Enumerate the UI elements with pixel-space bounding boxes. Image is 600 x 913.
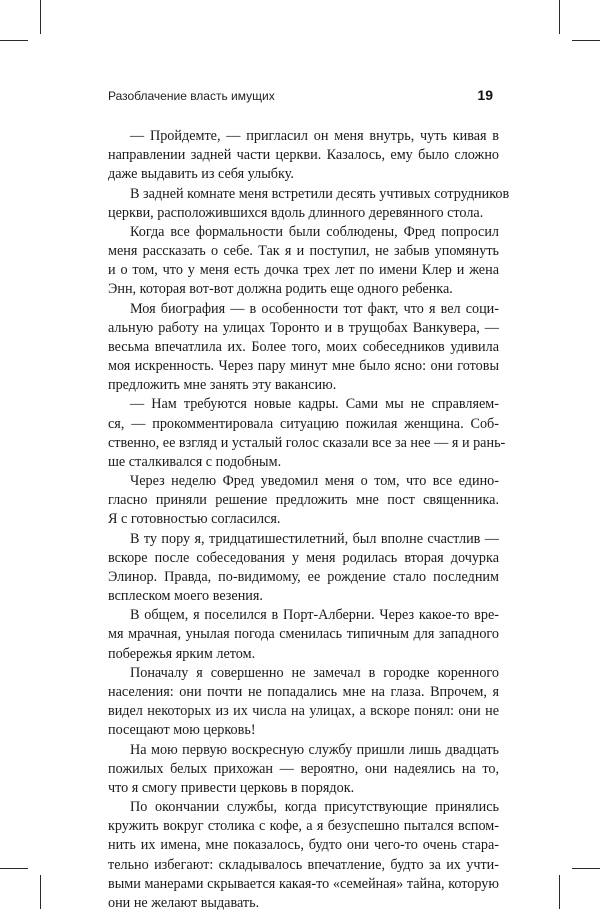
text-line: церкви, расположившихся вдоль длинного деревянного стола.: [108, 204, 484, 221]
crop-mark-top-left-horizontal: [0, 40, 28, 41]
crop-mark-bottom-right-horizontal: [572, 868, 600, 869]
text-line: На мою первую воскресную службу пришли лишь двадцать: [130, 741, 499, 758]
text-line: нить их имена, мне показалось, будто они чего-то очень стара-: [108, 837, 499, 854]
crop-mark-top-right-vertical: [559, 0, 560, 34]
text-line: меня рассказать о себе. Так я и поступил, не забыв упомянуть: [108, 243, 499, 260]
text-line: Когда все формальности были соблюдены, Фред попросил: [130, 223, 499, 240]
text-line: ше сталкивался с подобным.: [108, 453, 282, 470]
text-line: направлении задней части церкви. Казалось, ему было сложно: [108, 147, 499, 164]
text-line: По окончании службы, когда присутствующие принялись: [130, 799, 499, 816]
text-line: ся, — прокомментировала ситуацию пожилая женщина. Соб-: [108, 415, 499, 432]
text-line: Элинор. Правда, по-видимому, ее рождение стало последним: [108, 568, 499, 585]
crop-mark-bottom-left-vertical: [40, 875, 41, 909]
text-line: альную работу на улицах Торонто и в трущобах Ванкувера, —: [108, 319, 499, 336]
text-line: ственно, ее взгляд и усталый голос сказали все за нее — я и рань-: [108, 434, 506, 451]
text-line: видел некоторых из их числа на улицах, а вскоре понял: они не: [108, 703, 499, 720]
crop-mark-top-left-vertical: [40, 0, 41, 34]
text-line: — Нам требуются новые кадры. Сами мы не справляем-: [130, 396, 499, 413]
text-line: Моя биография — в особенности тот факт, что я вел соци-: [130, 300, 499, 317]
text-line: гласно приняли решение предложить мне пост священника.: [108, 492, 499, 509]
text-line: Я с готовностью согласился.: [108, 511, 281, 528]
text-line: тельно избегают: складывалось впечатление, будто за их учти-: [108, 856, 499, 873]
text-line: кружить вокруг столика с кофе, а я безуспешно пытался вспом-: [108, 818, 499, 835]
text-line: В задней комнате меня встретили десять учтивых сотрудников: [130, 185, 510, 202]
text-line: Энн, которая вот-вот должна родить еще одного ребенка.: [108, 281, 453, 298]
text-line: В ту пору я, тридцатишестилетний, был вполне счастлив —: [130, 530, 499, 547]
text-line: пожилых белых прихожан — вероятно, они надеялись на то,: [108, 760, 499, 777]
text-line: даже выдавить из себя улыбку.: [108, 166, 294, 183]
text-line: мя мрачная, унылая погода сменилась типичным для западного: [108, 626, 499, 643]
running-header: [108, 87, 493, 107]
text-line: — Пройдемте, — пригласил он меня внутрь, чуть кивая в: [130, 128, 499, 144]
text-line: посещают мою церковь!: [108, 722, 256, 739]
text-line: Через неделю Фред уведомил меня о том, что все едино-: [130, 473, 499, 490]
text-line: предложить мне занять эту вакансию.: [108, 377, 337, 394]
text-line: В общем, я поселился в Порт-Алберни. Через какое-то вре-: [130, 607, 499, 624]
text-line: и о том, что у меня есть дочка трех лет по имени Клер и жена: [108, 262, 499, 279]
text-line: что я смогу привести церковь в порядок.: [108, 779, 355, 796]
page-number: 19: [477, 87, 493, 103]
text-line: они не желают выдавать.: [108, 894, 260, 911]
text-line: выми манерами скрывается какая-то «семейная» тайна, которую: [108, 875, 499, 892]
running-title: Разоблачение власть имущих: [108, 89, 275, 103]
text-line: Поначалу я совершенно не замечал в городке коренного: [130, 664, 499, 681]
text-line: моя искренность. Через пару минут мне было ясно: они готовы: [108, 358, 499, 375]
text-line: побережья ярким летом.: [108, 645, 256, 662]
body-text: [108, 127, 510, 913]
crop-mark-bottom-left-horizontal: [0, 868, 28, 869]
crop-mark-bottom-right-vertical: [559, 875, 560, 909]
crop-mark-top-right-horizontal: [572, 40, 600, 41]
text-line: населения: они почти не попадались мне на глаза. Впрочем, я: [108, 683, 499, 700]
text-line: вскоре после собеседования у меня родилась вторая дочурка: [108, 549, 499, 566]
text-line: весьма впечатлила их. Более того, моих собеседников удивила: [108, 338, 499, 355]
text-line: всплеском моего везения.: [108, 588, 263, 605]
